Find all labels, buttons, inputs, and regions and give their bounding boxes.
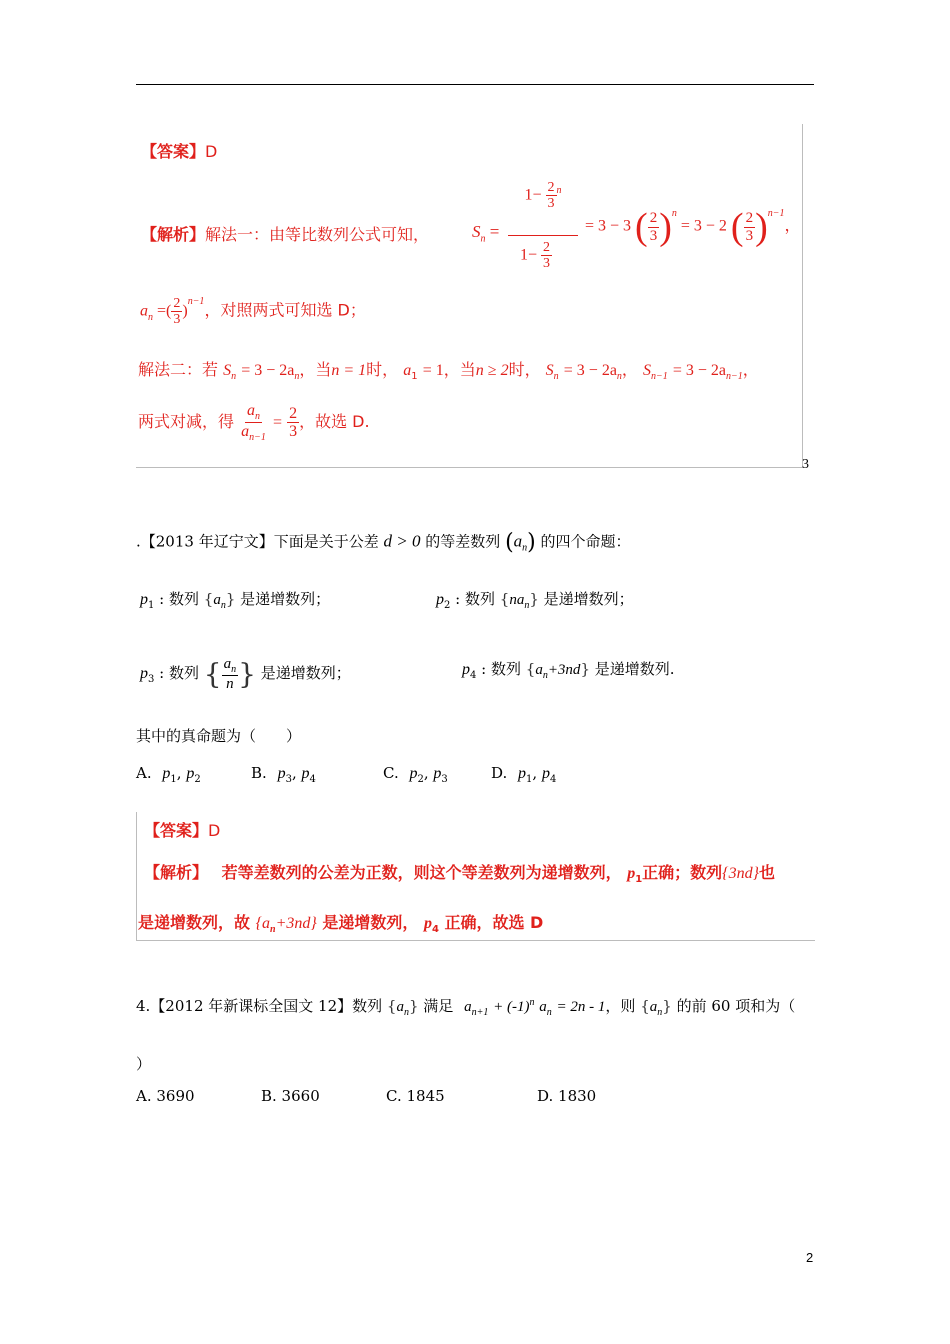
q4-stem: 4.【2012 年新课标全国文 12】数列 $\{a_n\}$ 满足 $a_{n+1} + (-1)^n$ $a_n = 2n - 1$，则 $\{a_n\}$ 的前 60 项和为（: [136, 997, 796, 1018]
proposition-p1: $p_1$ : 数列 $\{a_n\}$ 是递增数列；: [140, 590, 331, 611]
q3-analysis-line2: 是递增数列，故 $\{a_n+3nd\}$ 是递增数列， $p_4$ 正确，故选 D: [138, 913, 544, 936]
side-mark: 3: [802, 457, 809, 472]
subtract-line: 两式对减，得 $\frac{a_n}{a_{n-1}}$ = $\frac{2}{3}$ ，故选 D.: [138, 402, 370, 444]
an-definition: $a_n$ =( $\frac{2}{3}$ )$^{n-1}$，对照两式可知选 D；: [140, 296, 366, 328]
analysis-method1: 【解析】解法一：由等比数列公式可知，: [141, 225, 430, 244]
page-number: 2: [806, 1250, 814, 1265]
option-b[interactable]: B. $p_3$, $p_4$: [251, 764, 316, 785]
header-rule: [136, 84, 814, 85]
sn-expansion: = 3 − 3 ( $\frac{2}{3}$ )$^n$ = 3 − 2 ( $\frac{2}{3}$ )$^{n-1}$，: [585, 206, 801, 248]
proposition-p4: $p_4$ : 数列 $\{a_n+3nd\}$ 是递增数列.: [462, 660, 675, 681]
option-a[interactable]: A. $p_1$, $p_2$: [136, 764, 201, 785]
q4-option-c[interactable]: C. 1845: [386, 1087, 445, 1105]
q3-question: 其中的真命题为（ ）: [136, 727, 302, 745]
sn-numerator: 1− $\frac{2}{3}$ $^n$: [524, 180, 562, 212]
sn-denominator: 1− $\frac{2}{3}$: [520, 240, 551, 272]
q4-option-b[interactable]: B. 3660: [261, 1087, 320, 1105]
proposition-p2: $p_2$ : 数列 $\{na_n\}$ 是递增数列；: [436, 590, 634, 611]
sn-symbol: $S_n$ =: [472, 222, 500, 245]
answer-label: 【答案】D: [141, 142, 218, 161]
q3-analysis-line1: 【解析】 若等差数列的公差为正数，则这个等差数列为递增数列， $p_1$正确；数列{3nd}也: [144, 863, 775, 886]
proposition-p3: $p_3$ : 数列 { $\frac{a_n}{n}$ } 是递增数列；: [140, 656, 351, 692]
q4-option-d[interactable]: D. 1830: [537, 1087, 597, 1105]
option-d[interactable]: D. $p_1$, $p_4$: [491, 764, 557, 785]
q4-stem-line2: ）: [136, 1055, 152, 1073]
q3-answer: 【答案】D: [144, 821, 221, 840]
sn-fraction-bar: [508, 235, 578, 236]
method2-line: 解法二：若 $S_n = 3 - 2a_n$，当n = 1时， $a_1 = 1$，当n ≥ 2时， $S_n = 3 - 2a_n$， $S_{n-1} = 3 - 2a_{n-1}$，: [138, 360, 759, 383]
option-c[interactable]: C. $p_2$, $p_3$: [383, 764, 448, 785]
q3-stem: .【2013 年辽宁文】下面是关于公差 d > 0 的等差数列 $(a_n)$ 的四个命题：: [136, 530, 631, 555]
q4-option-a[interactable]: A. 3690: [136, 1087, 195, 1105]
